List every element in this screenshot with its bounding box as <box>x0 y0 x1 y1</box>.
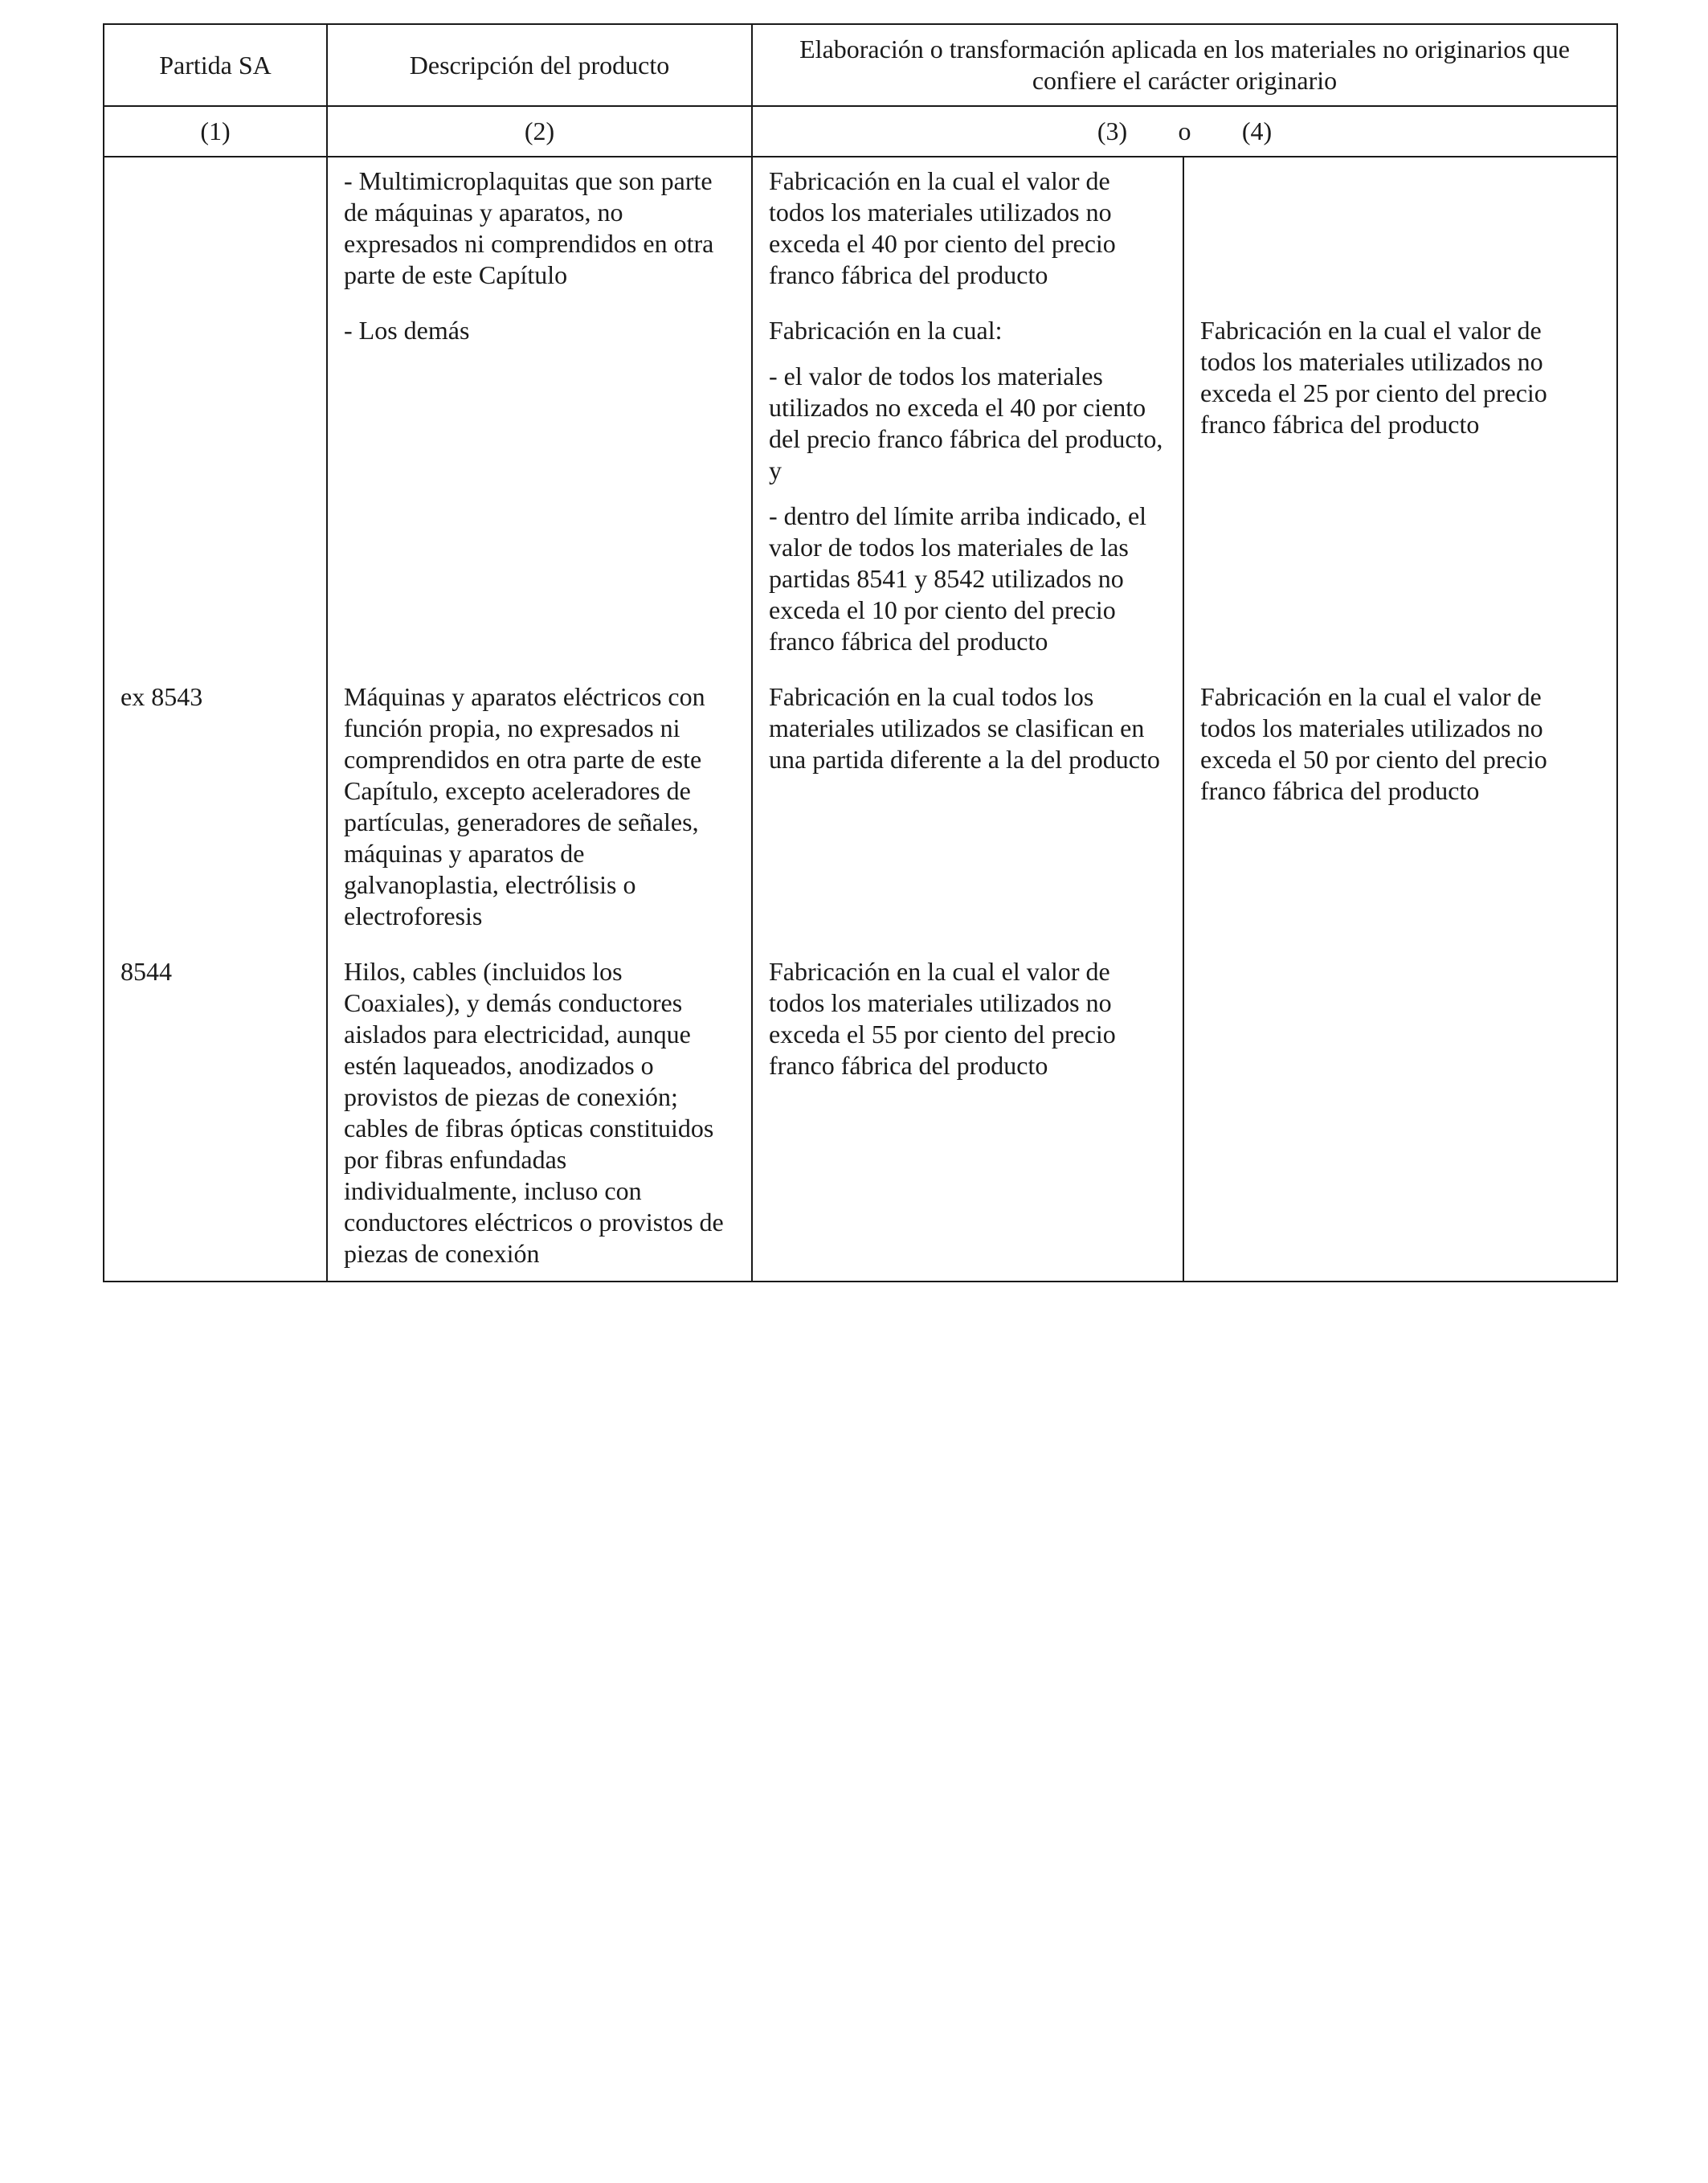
col3-cell <box>752 673 1183 948</box>
header-elaboracion: Elaboración o transformación aplicada en los materiales no originarios que confiere el carácter originario <box>752 24 1617 106</box>
table-row <box>104 307 1617 673</box>
col3-paragraph: Fabricación en la cual el valor de todos los materiales utilizados no exceda el 55 por ciento del precio franco fábrica del producto <box>769 957 1116 1080</box>
header-row <box>104 24 1617 106</box>
col3-paragraph: - el valor de todos los materiales utilizados no exceda el 40 por ciento del precio franco fábrica del producto, y <box>769 362 1163 484</box>
col3-cell <box>752 157 1183 307</box>
partida-cell: 8544 <box>104 948 327 1282</box>
column-number-3: (3) <box>1097 117 1128 145</box>
descripcion-cell: - Multimicroplaquitas que son parte de máquinas y aparatos, no expresados ni comprendidos en otra parte de este Capítulo <box>327 157 752 307</box>
table-row <box>104 673 1617 948</box>
col3-paragraph: Fabricación en la cual todos los materiales utilizados se clasifican en una partida diferente a la del producto <box>769 682 1160 774</box>
column-number-3-4 <box>752 106 1617 157</box>
table-row <box>104 948 1617 1282</box>
col3-paragraph: Fabricación en la cual: <box>769 316 1003 345</box>
origin-rules-table <box>103 23 1618 1282</box>
col4-cell: Fabricación en la cual el valor de todos los materiales utilizados no exceda el 25 por ciento del precio franco fábrica del producto <box>1183 307 1617 673</box>
column-number-row <box>104 106 1617 157</box>
col4-cell: Fabricación en la cual el valor de todos los materiales utilizados no exceda el 50 por ciento del precio franco fábrica del producto <box>1183 673 1617 948</box>
header-descripcion: Descripción del producto <box>327 24 752 106</box>
col3-cell <box>752 948 1183 1282</box>
col4-cell <box>1183 948 1617 1282</box>
header-partida-sa: Partida SA <box>104 24 327 106</box>
column-number-4: (4) <box>1241 117 1273 145</box>
col3-cell <box>752 307 1183 673</box>
column-number-1: (1) <box>104 106 327 157</box>
column-number-2: (2) <box>327 106 752 157</box>
descripcion-cell: - Los demás <box>327 307 752 673</box>
partida-cell <box>104 157 327 307</box>
col4-cell <box>1183 157 1617 307</box>
descripcion-cell: Hilos, cables (incluidos los Coaxiales), y demás conductores aislados para electricidad, aunque estén laqueados, anodizados o provistos de piezas de conexión; cables de fibras ópticas constituidos por fibras enfundadas individualmente, incluso con conductores eléctricos o provistos de piezas de conexión <box>327 948 752 1282</box>
table-row <box>104 157 1617 307</box>
descripcion-cell: Máquinas y aparatos eléctricos con función propia, no expresados ni comprendidos en otra parte de este Capítulo, excepto aceleradores de partículas, generadores de señales, máquinas y aparatos de galvanoplastia, electrólisis o electroforesis <box>327 673 752 948</box>
partida-cell <box>104 307 327 673</box>
col3-paragraph: Fabricación en la cual el valor de todos los materiales utilizados no exceda el 40 por ciento del precio franco fábrica del producto <box>769 166 1116 289</box>
col3-paragraph: - dentro del límite arriba indicado, el valor de todos los materiales de las partidas 8541 y 8542 utilizados no exceda el 10 por ciento del precio franco fábrica del producto <box>769 501 1147 656</box>
partida-cell: ex 8543 <box>104 673 327 948</box>
column-or: o <box>1178 117 1191 145</box>
